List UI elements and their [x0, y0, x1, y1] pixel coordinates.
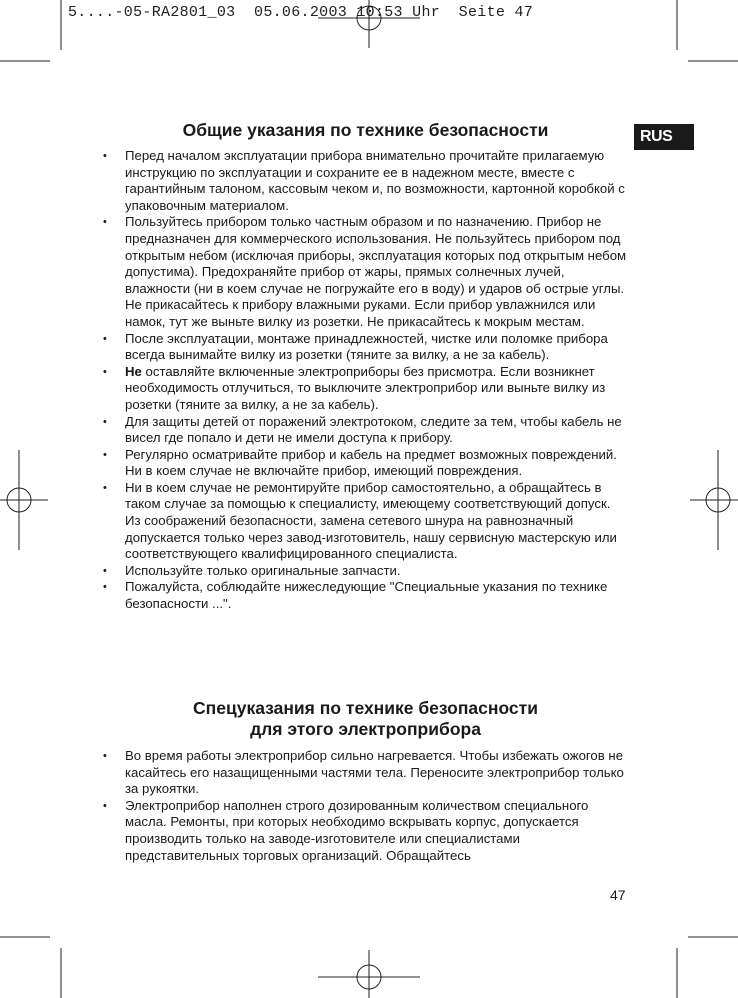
- list-item: • Перед началом эксплуатации прибора внимательно прочитайте прилагаемую инструкцию по эксплуатации и сохраните ее в надежном месте, вместе с гарантийным талоном, кассовым чеком и, по возможности, картонной коробкой с упаковочным материалом.: [103, 148, 628, 214]
- list-item: • После эксплуатации, монтаже принадлежностей, чистке или поломке прибора всегда вынимайте вилку из розетки (тяните за вилку, а не за кабель).: [103, 331, 628, 364]
- language-tab: RUS: [634, 124, 694, 150]
- general-safety-list: [103, 148, 628, 613]
- section-title-special-safety: [108, 698, 623, 740]
- title-line-2: для этого электроприбора: [250, 719, 481, 739]
- list-item: • Ни в коем случае не ремонтируйте прибор самостоятельно, а обращайтесь в таком случае за помощью к специалисту, имеющему соответствующий допуск. Из соображений безопасности, замена сетевого шнура на равнозначный допускается только через завод-изготовитель, нашу сервисную мастерскую или соответствующего квалифицированного специалиста.: [103, 480, 628, 563]
- list-item: • Пользуйтесь прибором только частным образом и по назначению. Прибор не предназначен для коммерческого использования. Не пользуйтесь прибором под открытым небом (исключая приборы, эксплуатация которых под открытым небом допустима). Предохраняйте прибор от жары, прямых солнечных лучей, влажности (ни в коем случае не погружайте его в воду) и ударов об острые углы. Не прикасайтесь к прибору влажными руками. Если прибор увлажнился или намок, тут же выньте вилку из розетки. Не прикасайтесь к мокрым местам.: [103, 214, 628, 330]
- special-safety-list: [103, 748, 628, 864]
- list-item: • Для защиты детей от поражений электротоком, следите за тем, чтобы кабель не висел где попало и дети не имели доступа к прибору.: [103, 414, 628, 447]
- list-item: • Электроприбор наполнен строго дозированным количеством специального масла. Ремонты, при которых необходимо вскрывать корпус, допускается производить только на заводе-изготовителе или специалистами представительных торговых организаций. Обращайтесь: [103, 798, 628, 864]
- list-item: • Пожалуйста, соблюдайте нижеследующие "Специальные указания по технике безопасности ...".: [103, 579, 628, 612]
- list-item: • Используйте только оригинальные запчасти.: [103, 563, 628, 580]
- title-line-1: Спецуказания по технике безопасности: [193, 698, 538, 718]
- list-item: • Регулярно осматривайте прибор и кабель на предмет возможных повреждений. Ни в коем случае не включайте прибор, имеющий повреждения.: [103, 447, 628, 480]
- list-item: • Во время работы электроприбор сильно нагревается. Чтобы избежать ожогов не касайтесь его назащищенными частями тела. Переносите электроприбор только за рукоятки.: [103, 748, 628, 798]
- page-number: 47: [610, 887, 626, 903]
- section-title-general-safety: Общие указания по технике безопасности: [182, 120, 549, 140]
- print-slug: 5....-05-RA2801_03 05.06.2003 10:53 Uhr Seite 47: [68, 4, 534, 21]
- list-item: • Не оставляйте включенные электроприборы без присмотра. Если возникнет необходимость отлучиться, то выключите электроприбор или выньте вилку из розетки (тяните за вилку, а не за кабель).: [103, 364, 628, 414]
